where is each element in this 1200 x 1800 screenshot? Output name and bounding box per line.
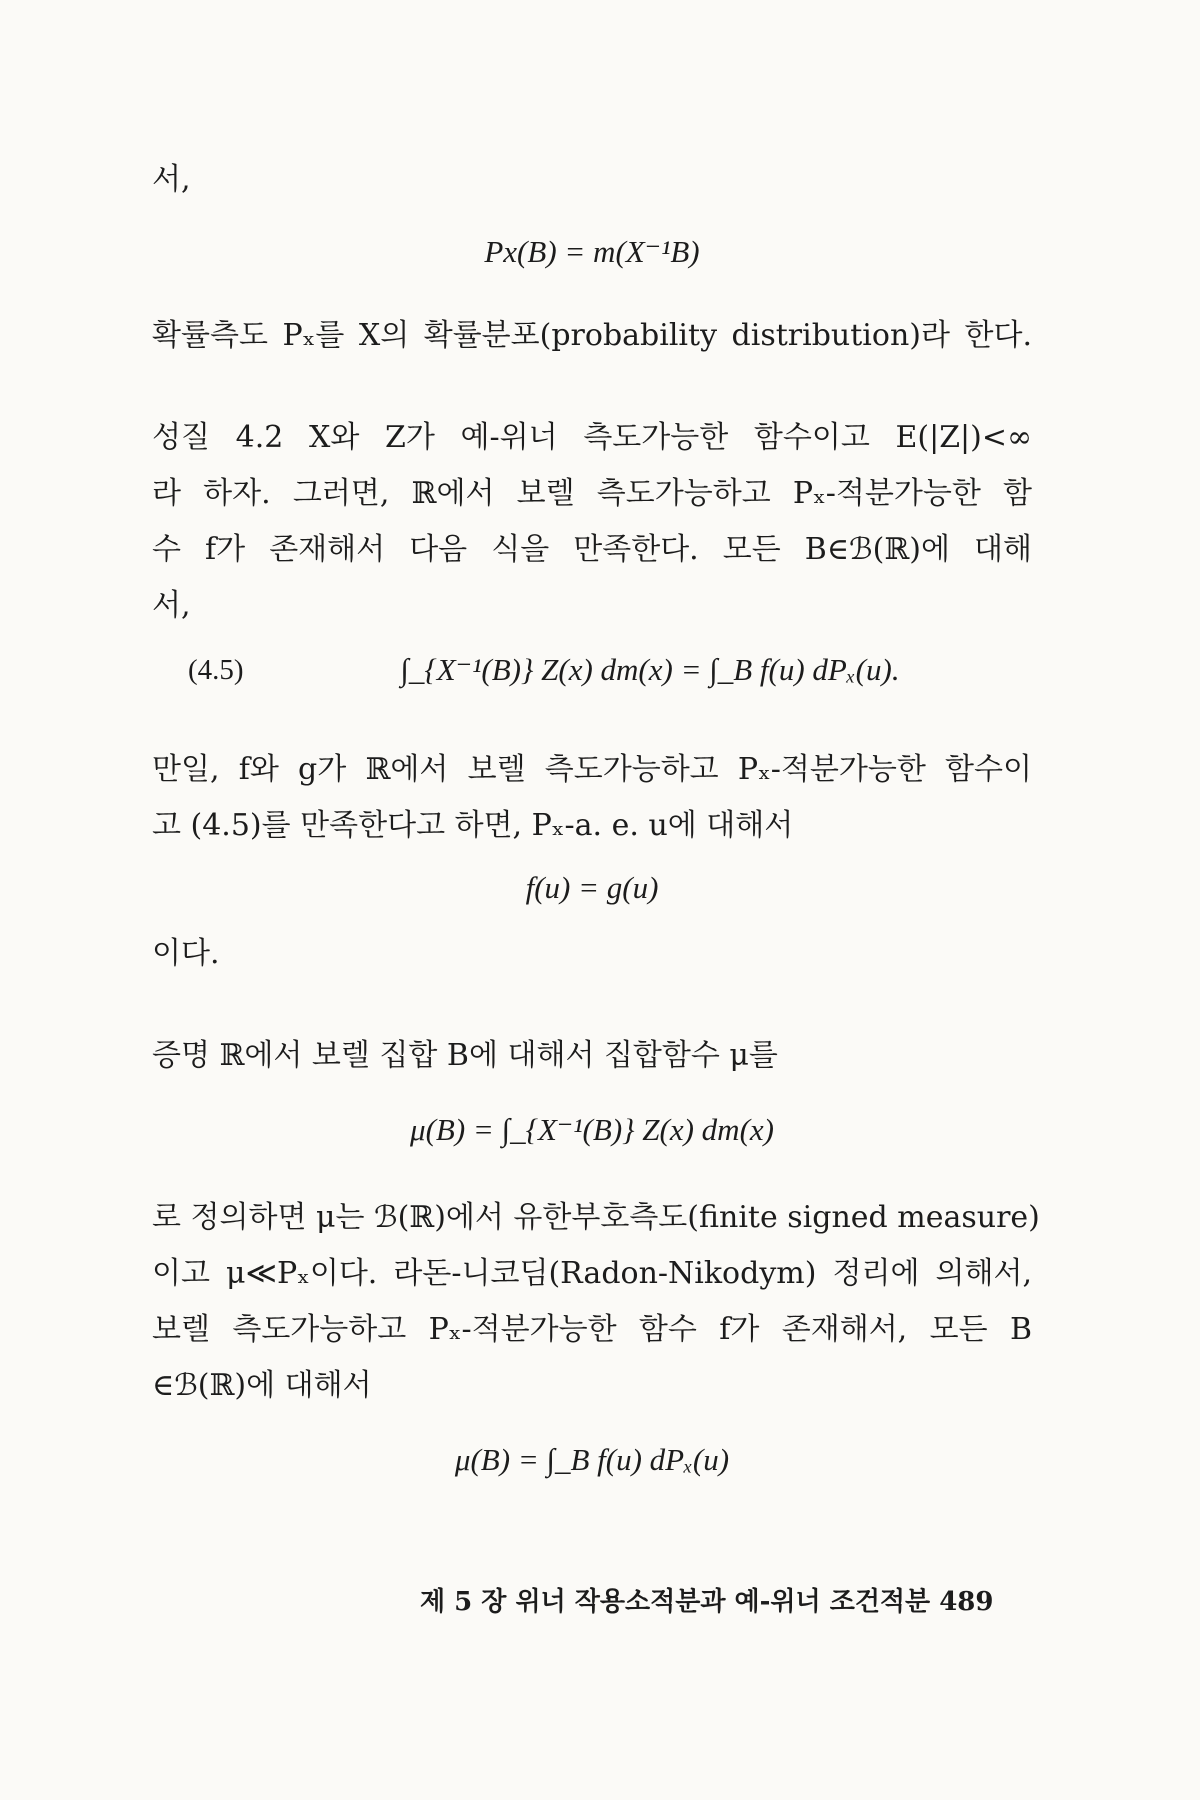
property-heading-line: 성질 4.2 X와 Z가 예-위너 측도가능한 함수이고 E(|Z|)<∞ <box>152 420 1032 455</box>
equation-4-5: ∫_{X⁻¹(B)} Z(x) dm(x) = ∫_B f(u) dPₓ(u). <box>400 652 900 687</box>
text-line: 보렐 측도가능하고 Pₓ-적분가능한 함수 f가 존재해서, 모든 B <box>152 1312 1032 1347</box>
text-line: ∈ℬ(ℝ)에 대해서 <box>152 1368 372 1403</box>
text-line: 이고 μ≪Pₓ이다. 라돈-니코딤(Radon-Nikodym) 정리에 의해서, <box>152 1256 1032 1291</box>
text-line: 서, <box>152 162 191 197</box>
text-line: 만일, f와 g가 ℝ에서 보렐 측도가능하고 Pₓ-적분가능한 함수이 <box>152 752 1032 787</box>
text-line: 고 (4.5)를 만족한다고 하면, Pₓ-a. e. u에 대해서 <box>152 808 794 843</box>
text-line: 이다. <box>152 936 220 971</box>
text-line: 확률측도 Pₓ를 X의 확률분포(probability distribution)라 한다. <box>152 318 1032 353</box>
text-line: 서, <box>152 588 191 623</box>
equation-number: (4.5) <box>188 654 244 686</box>
text-line: 로 정의하면 μ는 ℬ(ℝ)에서 유한부호측도(finite signed measure) <box>152 1200 1040 1235</box>
equation-set-function: μ(B) = ∫_{X⁻¹(B)} Z(x) dm(x) <box>410 1112 774 1147</box>
page-footer: 제 5 장 위너 작용소적분과 예-위너 조건적분 489 <box>420 1587 994 1617</box>
equation-equality: f(u) = g(u) <box>525 870 659 905</box>
equation-distribution: Px(B) = m(X⁻¹B) <box>484 234 700 269</box>
proof-heading-line: 증명 ℝ에서 보렐 집합 B에 대해서 집합함수 μ를 <box>152 1038 778 1073</box>
text-line: 수 f가 존재해서 다음 식을 만족한다. 모든 B∈ℬ(ℝ)에 대해 <box>152 532 1032 567</box>
equation-radon-nikodym: μ(B) = ∫_B f(u) dPₓ(u) <box>454 1442 730 1477</box>
text-line: 라 하자. 그러면, ℝ에서 보렐 측도가능하고 Pₓ-적분가능한 함 <box>152 476 1032 511</box>
